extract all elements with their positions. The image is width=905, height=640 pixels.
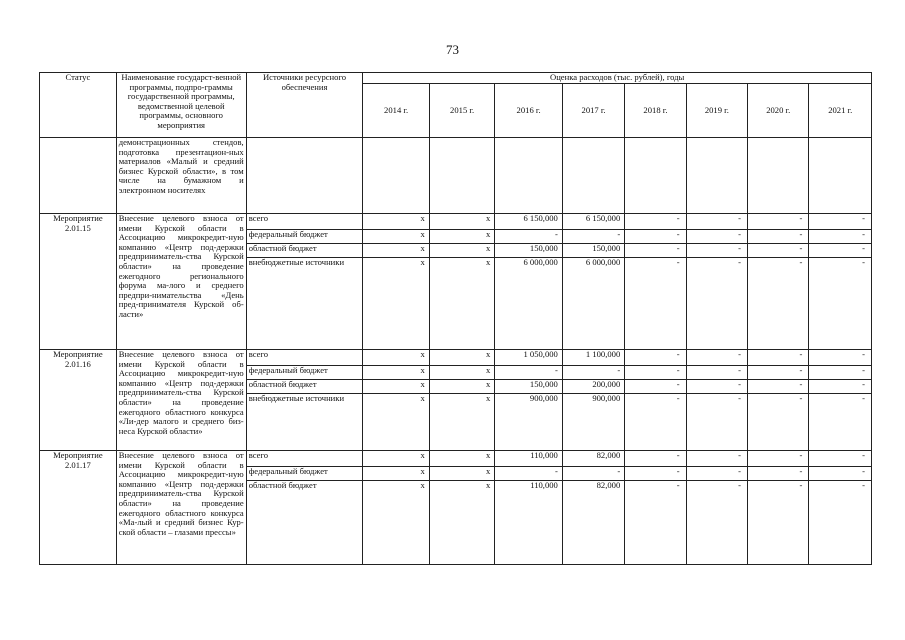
value-cell: x — [429, 258, 494, 350]
funding-source: всего — [246, 451, 363, 467]
value-cell: - — [686, 244, 747, 258]
funding-source: внебюджетные источники — [246, 258, 363, 350]
value-cell: x — [429, 394, 494, 451]
value-cell: - — [686, 214, 747, 230]
value-cell: - — [562, 230, 624, 244]
table-row — [40, 214, 872, 230]
value-cell: - — [625, 244, 686, 258]
header-year: 2016 г. — [495, 84, 563, 138]
table-row — [40, 451, 872, 467]
value-cell: - — [809, 380, 872, 394]
value-cell: - — [495, 467, 563, 481]
continuation-row — [40, 138, 872, 214]
funding-source: федеральный бюджет — [246, 230, 363, 244]
funding-source: внебюджетные источники — [246, 394, 363, 451]
value-cell: x — [363, 481, 430, 565]
value-cell: 150,000 — [562, 244, 624, 258]
value-cell: - — [625, 467, 686, 481]
value-cell: - — [809, 230, 872, 244]
value-cell: - — [562, 467, 624, 481]
value-cell: - — [562, 366, 624, 380]
header-year: 2014 г. — [363, 84, 430, 138]
value-cell: - — [686, 451, 747, 467]
funding-source: федеральный бюджет — [246, 467, 363, 481]
table-row — [40, 350, 872, 366]
header-year: 2020 г. — [748, 84, 809, 138]
header-year: 2015 г. — [429, 84, 494, 138]
funding-source: всего — [246, 350, 363, 366]
value-cell: 6 150,000 — [495, 214, 563, 230]
value-cell: x — [363, 244, 430, 258]
measure-status: Мероприятие 2.01.17 — [40, 451, 117, 565]
value-cell: - — [809, 481, 872, 565]
funding-source: областной бюджет — [246, 244, 363, 258]
measure-status: Мероприятие 2.01.16 — [40, 350, 117, 451]
value-cell: 900,000 — [562, 394, 624, 451]
measure-name: Внесение целевого взноса от имени Курской области в Ассоциацию микрокредит-ную компанию «Центр под-держки предприниматель-ства Курской области» на проведение ежегодного областного конкурса «Ма-лый и средний бизнес Кур-ской области – глазами прессы» — [116, 451, 246, 565]
value-cell: x — [363, 230, 430, 244]
value-cell: x — [429, 350, 494, 366]
value-cell: - — [809, 366, 872, 380]
value-cell: - — [809, 451, 872, 467]
measure-status: Мероприятие 2.01.15 — [40, 214, 117, 350]
value-cell: x — [363, 394, 430, 451]
value-cell: - — [686, 380, 747, 394]
value-cell: x — [363, 214, 430, 230]
value-cell: - — [625, 214, 686, 230]
value-cell: - — [625, 350, 686, 366]
value-cell: - — [809, 350, 872, 366]
value-cell: - — [625, 366, 686, 380]
value-cell: - — [809, 258, 872, 350]
value-cell: - — [625, 394, 686, 451]
value-cell: - — [686, 230, 747, 244]
value-cell: x — [363, 380, 430, 394]
value-cell: 150,000 — [495, 244, 563, 258]
value-cell: - — [495, 230, 563, 244]
value-cell: - — [748, 258, 809, 350]
value-cell: - — [809, 394, 872, 451]
value-cell: - — [748, 380, 809, 394]
value-cell: x — [363, 258, 430, 350]
value-cell: - — [809, 244, 872, 258]
value-cell: - — [625, 258, 686, 350]
header-estimate: Оценка расходов (тыс. рублей), годы — [363, 73, 872, 84]
value-cell: x — [363, 350, 430, 366]
value-cell: x — [429, 214, 494, 230]
value-cell: - — [625, 481, 686, 565]
value-cell: x — [429, 467, 494, 481]
header-source: Источники ресурсного обеспечения — [246, 73, 363, 138]
value-cell: x — [363, 467, 430, 481]
value-cell: 110,000 — [495, 451, 563, 467]
continuation-text: демонстрационных стендов, подготовка презентацион-ных материалов «Малый и средний бизнес Курской области», в том числе на бумажном и электронном носителях — [116, 138, 246, 214]
header-year: 2021 г. — [809, 84, 872, 138]
value-cell: x — [429, 451, 494, 467]
value-cell: - — [809, 467, 872, 481]
value-cell: 200,000 — [562, 380, 624, 394]
value-cell: - — [748, 394, 809, 451]
value-cell: - — [748, 366, 809, 380]
value-cell: - — [686, 350, 747, 366]
value-cell: - — [748, 467, 809, 481]
value-cell: - — [625, 451, 686, 467]
value-cell: - — [625, 380, 686, 394]
value-cell: 900,000 — [495, 394, 563, 451]
value-cell: - — [748, 214, 809, 230]
funding-source: всего — [246, 214, 363, 230]
funding-source: федеральный бюджет — [246, 366, 363, 380]
value-cell: 6 000,000 — [495, 258, 563, 350]
budget-table — [39, 72, 872, 565]
value-cell: x — [363, 366, 430, 380]
value-cell: 1 100,000 — [562, 350, 624, 366]
value-cell: x — [429, 244, 494, 258]
value-cell: 6 150,000 — [562, 214, 624, 230]
value-cell: 6 000,000 — [562, 258, 624, 350]
value-cell: - — [748, 244, 809, 258]
value-cell: 82,000 — [562, 451, 624, 467]
value-cell: x — [363, 451, 430, 467]
value-cell: 1 050,000 — [495, 350, 563, 366]
value-cell: 82,000 — [562, 481, 624, 565]
value-cell: x — [429, 230, 494, 244]
value-cell: - — [748, 481, 809, 565]
value-cell: - — [686, 467, 747, 481]
value-cell: - — [686, 366, 747, 380]
funding-source: областной бюджет — [246, 380, 363, 394]
value-cell: x — [429, 481, 494, 565]
value-cell: - — [495, 366, 563, 380]
measure-name: Внесение целевого взноса от имени Курской области в Ассоциацию микрокредит-ную компанию «Центр под-держки предприниматель-ства Курской области» на проведение ежегодного областного конкурса «Ли-дер малого и среднего биз-неса Курской области» — [116, 350, 246, 451]
value-cell: x — [429, 366, 494, 380]
value-cell: 150,000 — [495, 380, 563, 394]
value-cell: - — [686, 394, 747, 451]
value-cell: 110,000 — [495, 481, 563, 565]
value-cell: - — [748, 451, 809, 467]
header-year: 2019 г. — [686, 84, 747, 138]
value-cell: - — [809, 214, 872, 230]
value-cell: - — [748, 350, 809, 366]
value-cell: - — [748, 230, 809, 244]
funding-source: областной бюджет — [246, 481, 363, 565]
value-cell: - — [625, 230, 686, 244]
page-number: 73 — [446, 42, 459, 57]
header-name: Наименование государст-венной программы, подпро-граммы государственной программы, ведомственной целевой программы, основного мероприятия — [116, 73, 246, 138]
measure-name: Внесение целевого взноса от имени Курской области в Ассоциацию микрокредит-ную компанию «Центр под-держки предприниматель-ства Курской области» на проведение ежегодного регионального форума ма-лого и среднего предпри-нимательства «День пред-принимателя Курской об-ласти» — [116, 214, 246, 350]
value-cell: - — [686, 481, 747, 565]
header-year: 2018 г. — [625, 84, 686, 138]
value-cell: - — [686, 258, 747, 350]
value-cell: x — [429, 380, 494, 394]
header-status: Статус — [40, 73, 117, 138]
header-year: 2017 г. — [562, 84, 624, 138]
